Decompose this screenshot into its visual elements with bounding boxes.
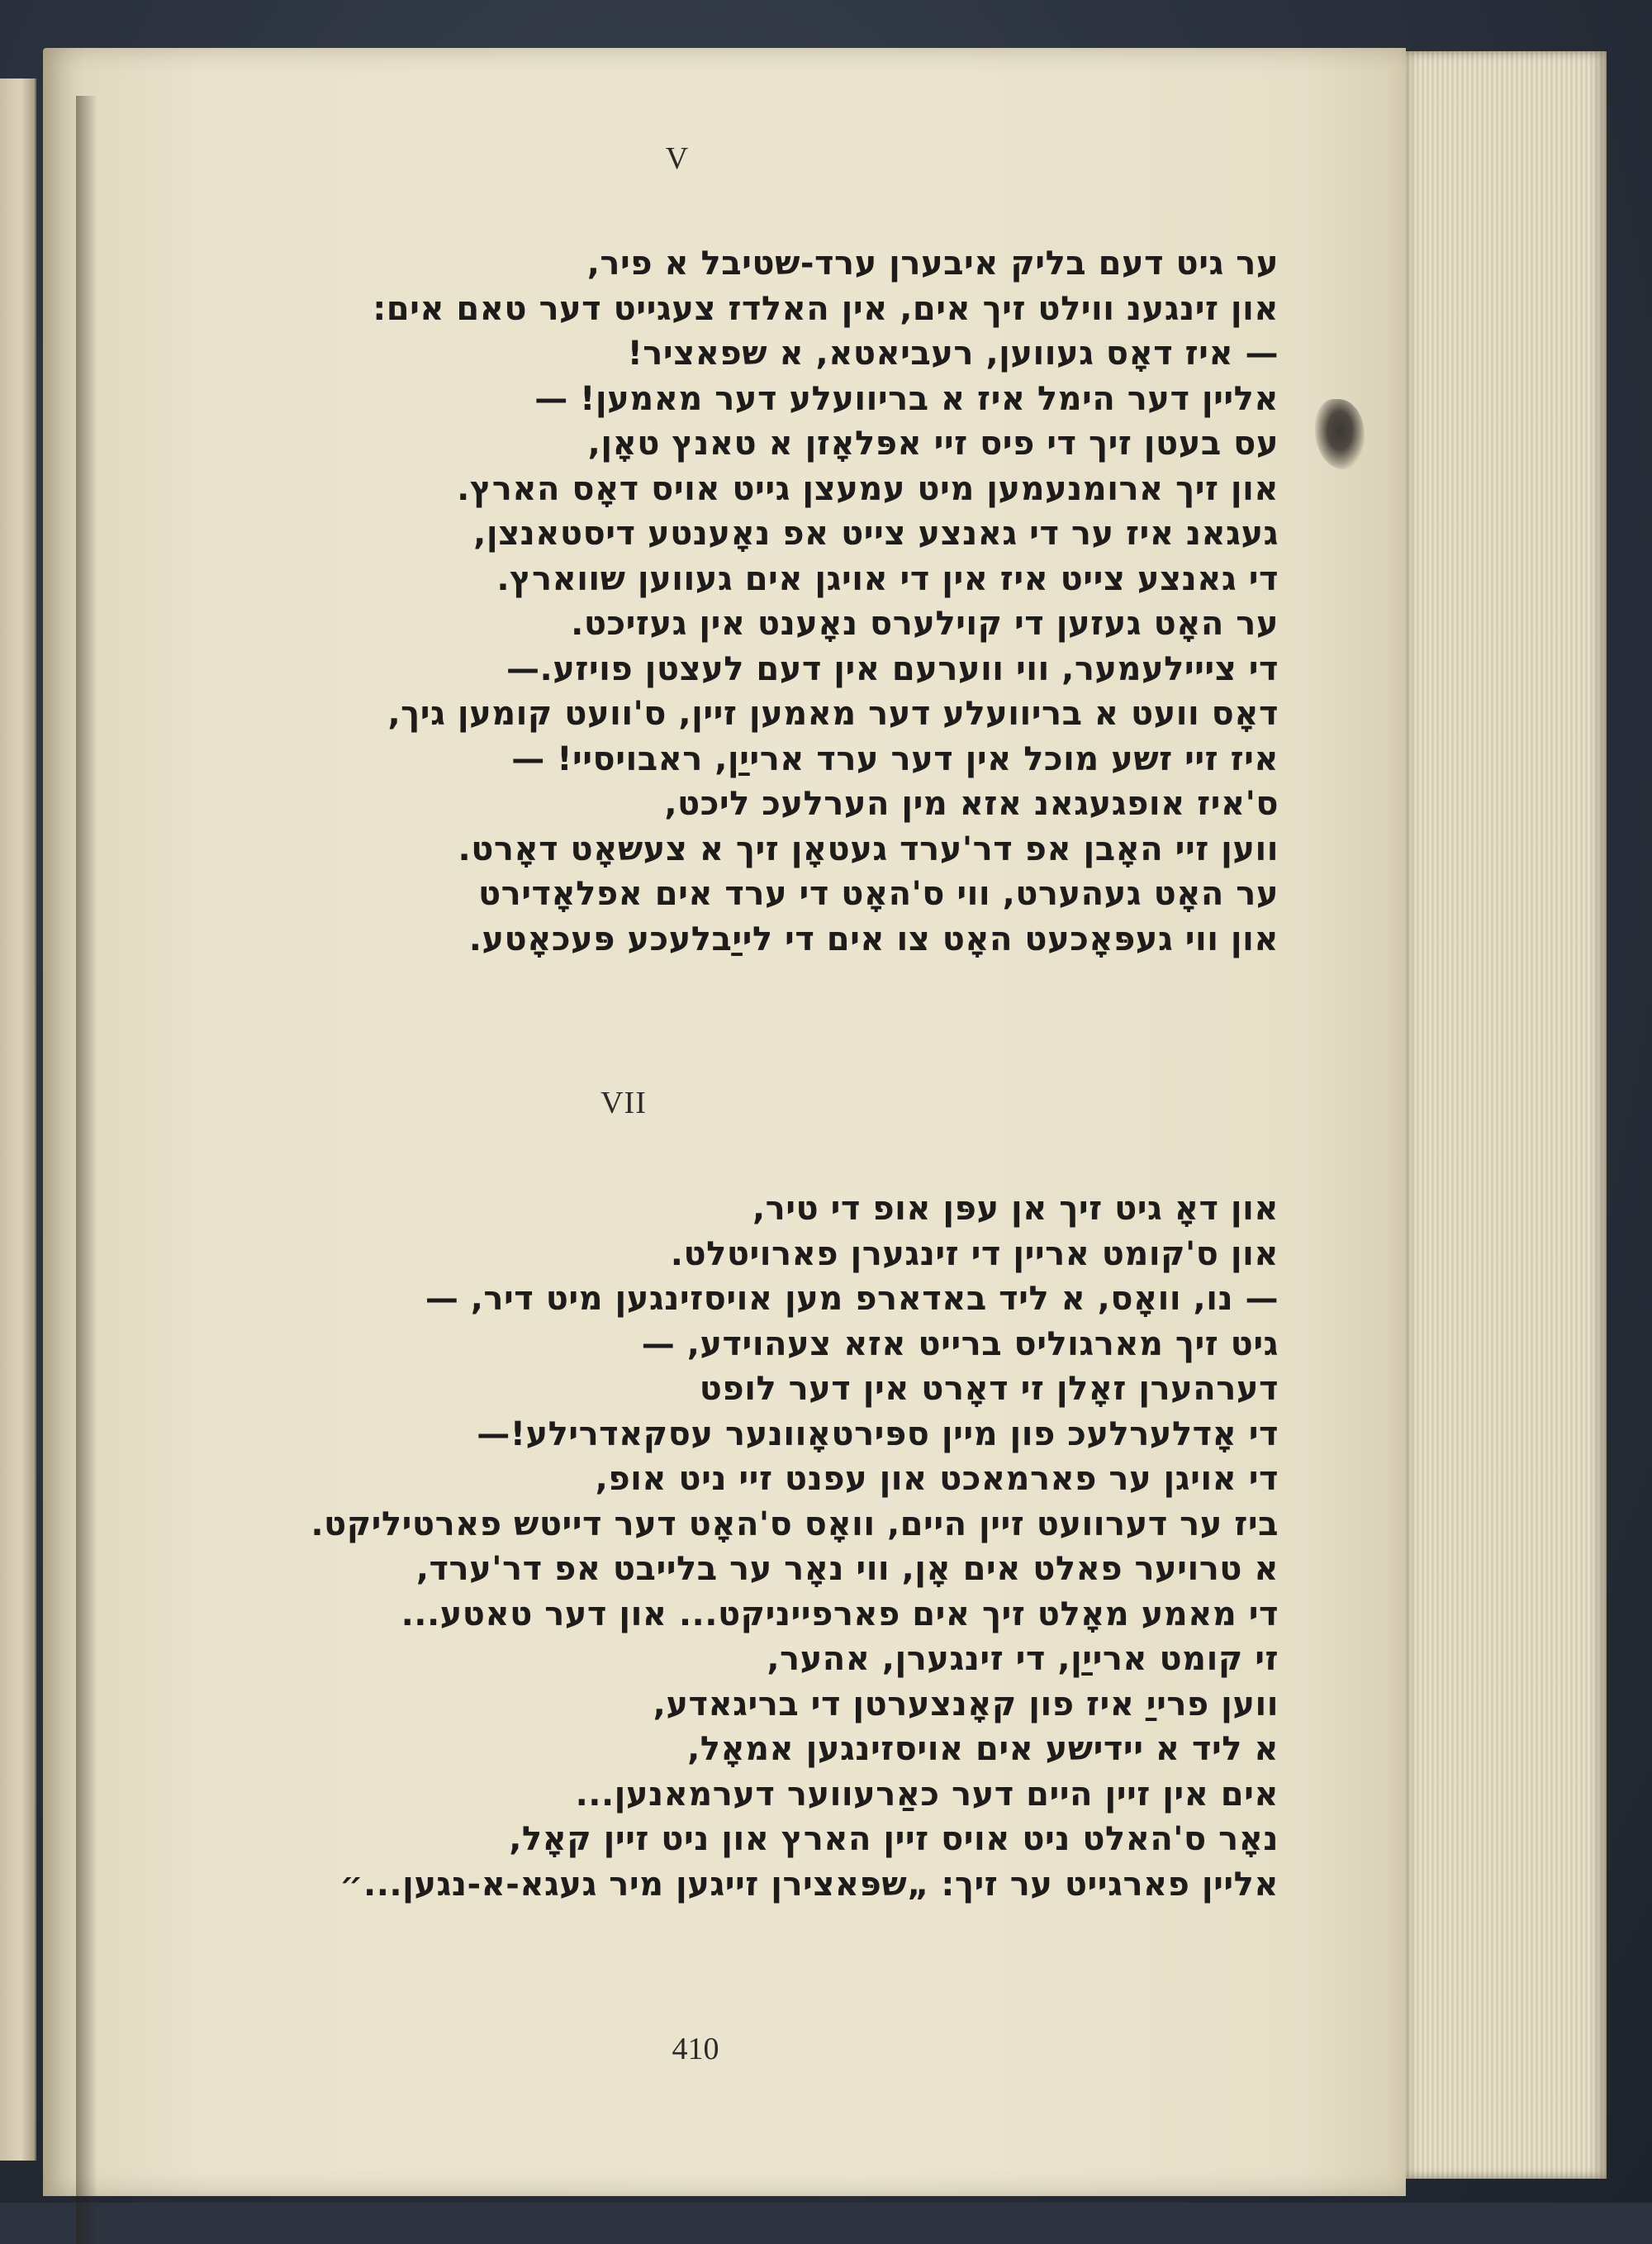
poem-line: און זיך ארומנעמען מיט עמעצן גייט אויס דאָס הארץ. bbox=[457, 469, 1279, 508]
poem-line: ער גיט דעם בליק איבערן ערד-שטיבל א פיר, bbox=[586, 245, 1279, 283]
poem-line: די אויגן ער פארמאכט און עפנט זיי ניט אופ, bbox=[595, 1460, 1279, 1498]
ink-smudge bbox=[1315, 399, 1365, 469]
section-heading-v: V bbox=[665, 141, 690, 176]
book-page bbox=[43, 48, 1406, 2196]
poem-line: די אָדלערלעכ פון מיין ספּירטאָוונער עסקאדרילע!— bbox=[477, 1414, 1279, 1453]
poem-section-v bbox=[106, 241, 1279, 962]
poem-line: די גאנצע צייט איז אין די אויגן אים געווען שווארץ. bbox=[496, 559, 1279, 598]
poem-line: געגאנ איז ער די גאנצע צייט אפ נאָענטע דיסטאנצן, bbox=[473, 515, 1279, 553]
spine-shadow bbox=[76, 96, 97, 2244]
page-number: 410 bbox=[672, 2032, 719, 2066]
poem-line: און זינגענ ווילט זיך אים, אין האלדז צעגייט דער טאם אים: bbox=[373, 289, 1279, 328]
poem-line: זי קומט ארייַן, די זינגערן, אהער, bbox=[767, 1640, 1279, 1678]
poem-line: אליין פארגייט ער זיך: „שפּאצירן זייגען מיר געגא-א-נגען...״ bbox=[339, 1865, 1279, 1904]
poem-line: און דאָ גיט זיך אן עפּן אופ די טיר, bbox=[752, 1190, 1279, 1228]
poem-line: ביז ער דערוועט זיין היים, וואָס ס'האָט דער דייטש פארטיליקט. bbox=[311, 1505, 1279, 1543]
poem-line: — נו, וואָס, א ליד באדארפ מען אויסזינגען מיט דיר, — bbox=[425, 1280, 1279, 1318]
poem-line: די מאמע מאָלט זיך אים פארפייניקט... און דער טאטע... bbox=[401, 1595, 1279, 1633]
poem-line: ער האָט געזען די קוילערס נאָענט אין געזיכט. bbox=[571, 605, 1279, 643]
poem-line: ווען זיי האָבן אפ דר'ערד געטאָן זיך א צעשאָט דאָרט. bbox=[458, 830, 1279, 868]
poem-line: — איז דאָס געווען, רעביאטא, א שפאציר! bbox=[627, 335, 1279, 373]
poem-line: ער האָט געהערט, ווי ס'האָט די ערד אים אפלאָדירט bbox=[478, 875, 1279, 913]
poem-line: און ס'קומט אריין די זינגערן פארויטלט. bbox=[670, 1234, 1279, 1273]
poem-line: ס'איז אופגעגאנ אזא מין הערלעכ ליכט, bbox=[664, 785, 1279, 823]
poem-line: עס בעטן זיך די פיס זיי אפּלאָזן א טאנץ טאָן, bbox=[587, 425, 1279, 463]
poem-line: א ליד א יידישע אים אויסזינגען אמאָל, bbox=[687, 1730, 1279, 1768]
poem-line: ווען פרייַ איז פון קאָנצערטן די בריגאדע, bbox=[653, 1685, 1279, 1723]
poem-line: גיט זיך מארגוליס ברייט אזא צעהוידע, — bbox=[641, 1324, 1279, 1363]
poem-line: נאָר ס'האלט ניט אויס זיין הארץ און ניט זיין קאָל, bbox=[509, 1820, 1279, 1858]
page-stack-edges bbox=[1404, 51, 1607, 2179]
poem-line: דערהערן זאָלן זי דאָרט אין דער לופט bbox=[699, 1370, 1279, 1408]
poem-line: דאָס וועט א בריוועלע דער מאמען זיין, ס'וועט קומען גיך, bbox=[387, 695, 1279, 733]
facing-page-edge bbox=[0, 78, 36, 2161]
poem-line: אליין דער הימל איז א בריוועלע דער מאמען! — bbox=[534, 379, 1279, 418]
section-heading-vii: VII bbox=[601, 1086, 647, 1120]
poem-line: איז זיי זשע מוכל אין דער ערד ארייַן, ראבויסיי! — bbox=[511, 739, 1279, 778]
poem-line: די צייילעמער, ווי ווערעם אין דעם לעצטן פויזע.— bbox=[506, 649, 1279, 688]
poem-section-vii bbox=[106, 1186, 1279, 1907]
poem-line: אים אין זיין היים דער כאַרעווער דערמאנען... bbox=[575, 1775, 1279, 1814]
poem-line: און ווי געפּאָכעט האָט צו אים די לייַבלעכע פּעכאָטע. bbox=[468, 920, 1279, 958]
poem-line: א טרויער פאלט אים אָן, ווי נאָר ער בלייבט אפ דר'ערד, bbox=[415, 1550, 1279, 1588]
